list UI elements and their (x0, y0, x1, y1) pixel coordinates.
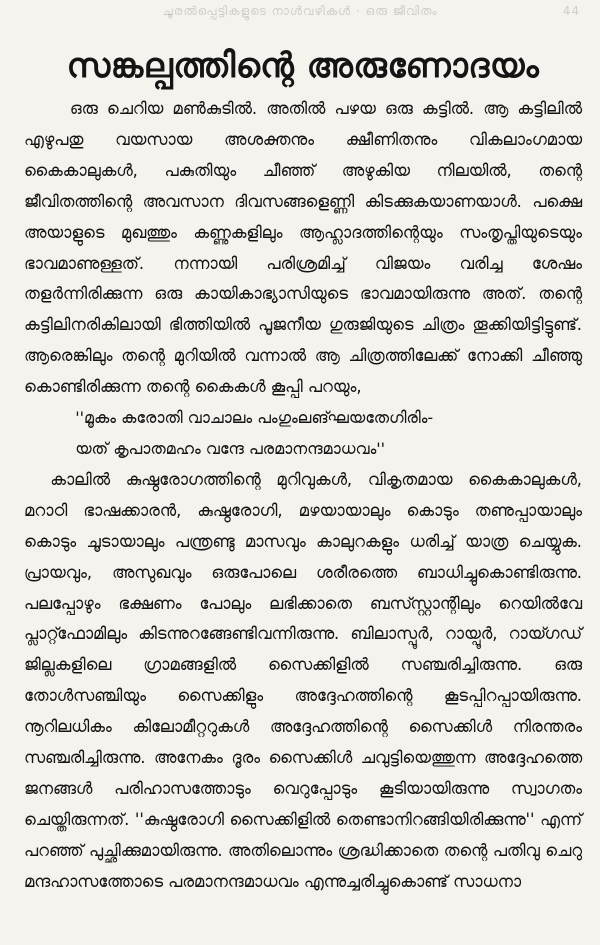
bleed-through-header-text: ചൂരൽപ്പെട്ടികളുടെ നാൾവഴികൾ · ഒരു ജീവിതം (162, 4, 438, 18)
bleed-through-page-number: 44 (562, 4, 580, 18)
verse-line-2: യത് കൃപാതമഹം വന്ദേ പരമാനന്ദമാധവം'' (75, 438, 386, 458)
paragraph-2: കാലിൽ കുഷ്ഠരോഗത്തിന്റെ മുറിവുകൾ, വികൃതമായ കൈകാലുകൾ, മറാഠി ഭാഷക്കാരൻ, കുഷ്ഠരോഗി, മഴയായാലും കൊടും തണുപ്പായാലും കൊടും ചൂടായാലും പന്ത്രണ്ടു മാസവും കാലുറകളും ധരിച്ച് യാത്ര ചെയ്യുക. പ്രായവും, അസുഖവും ഒരുപോലെ ശരീരത്തെ ബാധിച്ചുകൊണ്ടിരുന്നു. പലപ്പോഴും ഭക്ഷണം പോലും ലഭിക്കാതെ ബസ്സ്റ്റാന്റിലും റെയിൽവേ പ്ലാറ്റ്ഫോമിലും കിടന്നുറങ്ങേണ്ടിവന്നിരുന്നു. ബിലാസ്പൂർ, റായ്പൂർ, റായ്ഗഡ് ജില്ലകളിലെ ഗ്രാമങ്ങളിൽ സൈക്കിളിൽ സഞ്ചരിച്ചിരുന്നു. ഒരു തോൾസഞ്ചിയും സൈക്കിളും അദ്ദേഹത്തിന്റെ കൂടപ്പിറപ്പായിരുന്നു. നൂറിലധികം കിലോമീറ്ററുകൾ അദ്ദേഹത്തിന്റെ സൈക്കിൾ നിരന്തരം സഞ്ചരിച്ചിരുന്നു. അനേകം ദൂരം സൈക്കിൾ ചവുട്ടിയെത്തുന്ന അദ്ദേഹത്തെ ജനങ്ങൾ പരിഹാസത്തോടും വെറുപ്പോടും കൂടിയായിരുന്നു സ്വാഗതം ചെയ്തിരുന്നത്. ''കുഷ്ഠരോഗി സൈക്കിളിൽ തെണ്ടാനിറങ്ങിയിരിക്കുന്നു'' എന്ന് പറഞ്ഞ് പുച്ഛിക്കുമായിരുന്നു. അതിലൊന്നും ശ്രദ്ധിക്കാതെ തന്റെ പതിവു ചെറു മന്ദഹാസത്തോടെ പരമാനന്ദമാധവം എന്നുച്ചരിച്ചുകൊണ്ട് സാധനാ (24, 469, 582, 891)
sanskrit-verse (24, 403, 582, 465)
verse-line-1: ''മൂകം കരോതി വാചാലം പംഗുംലങ്ഘയതേഗിരിം- (75, 408, 434, 428)
bleed-through-header (0, 0, 600, 22)
paragraph-1: ഒരു ചെറിയ മൺകുടിൽ. അതിൽ പഴയ ഒരു കട്ടിൽ. ആ കട്ടിലിൽ എഴുപതു വയസായ അശക്തനും ക്ഷീണിതനും വികലാംഗമായ കൈകാലുകൾ, പകുതിയും ചീഞ്ഞ് അഴുകിയ നിലയിൽ, തന്റെ ജീവിതത്തിന്റെ അവസാന ദിവസങ്ങളെണ്ണി കിടക്കുകയാണയാൾ. പക്ഷെ അയാളുടെ മുഖത്തും കണ്ണുകളിലും ആഹ്ലാദത്തിന്റെയും സംതൃപ്തിയുടെയും ഭാവമാണുള്ളത്. നന്നായി പരിശ്രമിച്ച് വിജയം വരിച്ച ശേഷം തളർന്നിരിക്കുന്ന ഒരു കായികാഭ്യാസിയുടെ ഭാവമായിരുന്നു അത്. തന്റെ കട്ടിലിനരികിലായി ഭിത്തിയിൽ പൂജനീയ ഗുരുജിയുടെ ചിത്രം തൂക്കിയിട്ടിട്ടുണ്ട്. ആരെങ്കിലും തന്റെ മുറിയിൽ വന്നാൽ ആ ചിത്രത്തിലേക്ക് നോക്കി ചീഞ്ഞു കൊണ്ടിരിക്കുന്ന തന്റെ കൈകൾ കൂപ്പി പറയും, (24, 99, 582, 397)
chapter-body (24, 94, 582, 898)
chapter-title: സങ്കല്പത്തിന്റെ അരുണോദയം (66, 46, 540, 86)
